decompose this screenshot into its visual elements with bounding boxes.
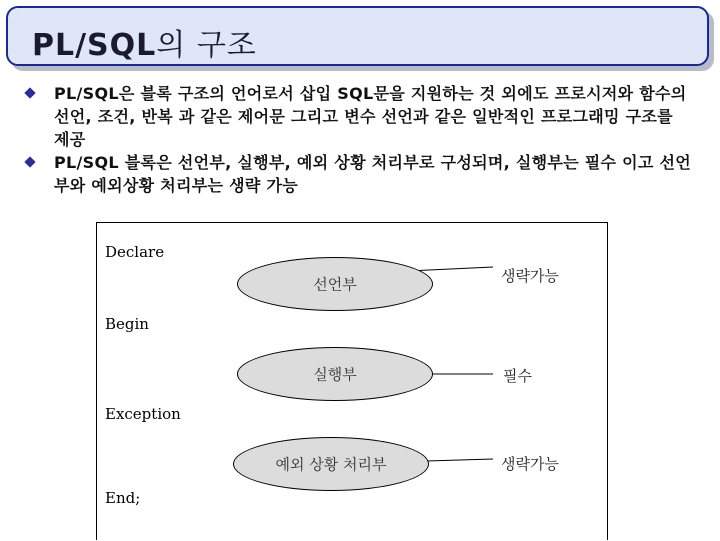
title-banner xyxy=(6,6,709,66)
section-note: 필수 xyxy=(503,367,532,385)
diamond-bullet-icon xyxy=(24,87,35,98)
bullet-list xyxy=(24,82,694,197)
keyword-end: End; xyxy=(105,489,141,507)
bullet-text: PL/SQL은 블록 구조의 언어로서 삽입 SQL문을 지원하는 것 외에도 프로시저와 함수의 선언, 조건, 반복 과 같은 제어문 그리고 변수 선언과 같은 일반적인 프로그래밍 구조를 제공 xyxy=(54,84,687,149)
section-label: 실행부 xyxy=(313,365,357,384)
section-exception-handler xyxy=(233,437,429,491)
section-note: 생략가능 xyxy=(501,267,559,285)
slide-title xyxy=(32,20,257,64)
section-label: 선언부 xyxy=(313,275,357,294)
bullet-item xyxy=(24,151,694,197)
section-execution xyxy=(237,347,433,401)
keyword-declare: Declare xyxy=(105,243,165,261)
keyword-begin: Begin xyxy=(105,315,149,333)
plsql-block-diagram xyxy=(96,222,608,540)
section-label: 예외 상황 처리부 xyxy=(275,455,387,474)
diamond-bullet-icon xyxy=(24,156,35,167)
title-korean: 의 구조 xyxy=(156,28,257,63)
keyword-exception: Exception xyxy=(105,405,181,423)
section-note: 생략가능 xyxy=(501,455,559,473)
bullet-text: PL/SQL 블록은 선언부, 실행부, 예외 상황 처리부로 구성되며, 실행부는 필수 이고 선언부와 예외상황 처리부는 생략 가능 xyxy=(54,153,692,195)
title-latin: PL/SQL xyxy=(32,28,157,63)
section-declaration xyxy=(237,257,433,311)
bullet-item xyxy=(24,82,694,151)
